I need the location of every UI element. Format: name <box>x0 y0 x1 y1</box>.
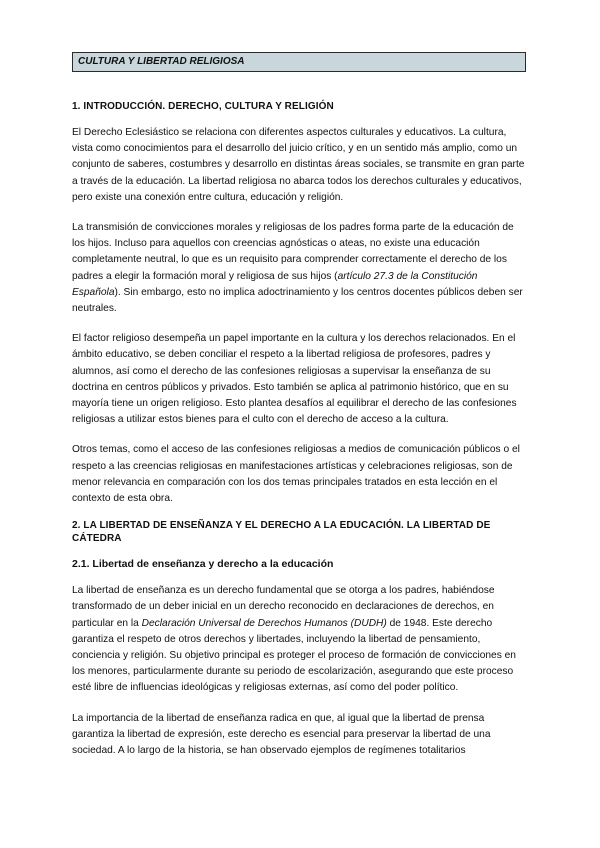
constitution-reference: artículo 27.3 de la Constitución Española <box>72 270 478 298</box>
paragraph-1: El Derecho Eclesiástico se relaciona con diferentes aspectos culturales y educativos. La cultura, vista como conocimientos para el desarrollo del juicio crítico, y en un sentido más amplio, como un conjunto de saberes, costumbres y desarrollo en distintas áreas sociales, se transmite en gran parte a través de la educación. La libertad religiosa no abarca todos los derechos culturales y educativos, pero existe una conexión entre cultura, educación y religión. <box>72 127 525 203</box>
paragraph-4: Otros temas, como el acceso de las confesiones religiosas a medios de comunicación públicos o el respeto a las creencias religiosas en manifestaciones artísticas y celebraciones religiosas, son de menor relevancia en comparación con los dos temas principales tratados en esta lección en el contexto de esta obra. <box>72 444 520 505</box>
subsection-2-1-heading: 2.1. Libertad de enseñanza y derecho a la educación <box>72 558 334 571</box>
document-body <box>72 100 528 759</box>
paragraph-3: El factor religioso desempeña un papel importante en la cultura y los derechos relacionados. En el ámbito educativo, se deben conciliar el respeto a la libertad religiosa de profesores, padres y alumnos, así como el derecho de las confesiones religiosas a supervisar la enseñanza de su doctrina en centros públicos y privados. Esto también se aplica al patrimonio histórico, que en su mayoría tiene un origen religioso. Esto plantea desafíos al equilibrar el derecho de las confesiones religiosas a utilizar estos bienes para el culto con el derecho de acceso a la cultura. <box>72 333 517 426</box>
paragraph-2-text-b: ). Sin embargo, esto no implica adoctrinamiento y los centros docentes públicos deben ser neutrales. <box>72 286 523 315</box>
section-1-heading: 1. INTRODUCCIÓN. DERECHO, CULTURA Y RELIGIÓN <box>72 101 334 112</box>
paragraph-5-text-a: La libertad de enseñanza es un derecho fundamental que se otorga a los padres, habiéndose transformado de un deber inicial en un derecho reconocido en declaraciones de derechos, en particular en la <box>72 585 495 629</box>
paragraph-5 <box>72 583 528 696</box>
paragraph-2 <box>72 220 528 317</box>
paragraph-6: La importancia de la libertad de enseñanza radica en que, al igual que la libertad de prensa garantiza la libertad de expresión, este derecho es esencial para preservar la libertad de una sociedad. A lo largo de la historia, se han observado ejemplos de regímenes totalitarios <box>72 712 491 757</box>
document-title: CULTURA Y LIBERTAD RELIGIOSA <box>72 52 526 72</box>
paragraph-2-text-a: La transmisión de convicciones morales y religiosas de los padres forma parte de la educación de los hijos. Incluso para aquellos con creencias agnósticas o ateas, no existe una educación completamente neutral, lo que es un requisito para comprender correctamente el derecho de los padres a elegir la formación moral y religiosa de sus hijos ( <box>72 222 514 282</box>
dudh-reference: Declaración Universal de Derechos Humanos (DUDH) <box>141 617 387 629</box>
section-2-heading: 2. LA LIBERTAD DE ENSEÑANZA Y EL DERECHO A LA EDUCACIÓN. LA LIBERTAD DE CÁTEDRA <box>72 520 491 545</box>
paragraph-5-text-b: de 1948. Este derecho garantiza el respeto de otros derechos y libertades, incluyendo la libertad de pensamiento, conciencia y religión. Su objetivo principal es proteger el proceso de formación de convicciones en los menores, particularmente durante su periodo de escolarización, asegurando que este proceso esté libre de influencias ideológicas y religiosas externas, así como del poder político. <box>72 617 516 694</box>
